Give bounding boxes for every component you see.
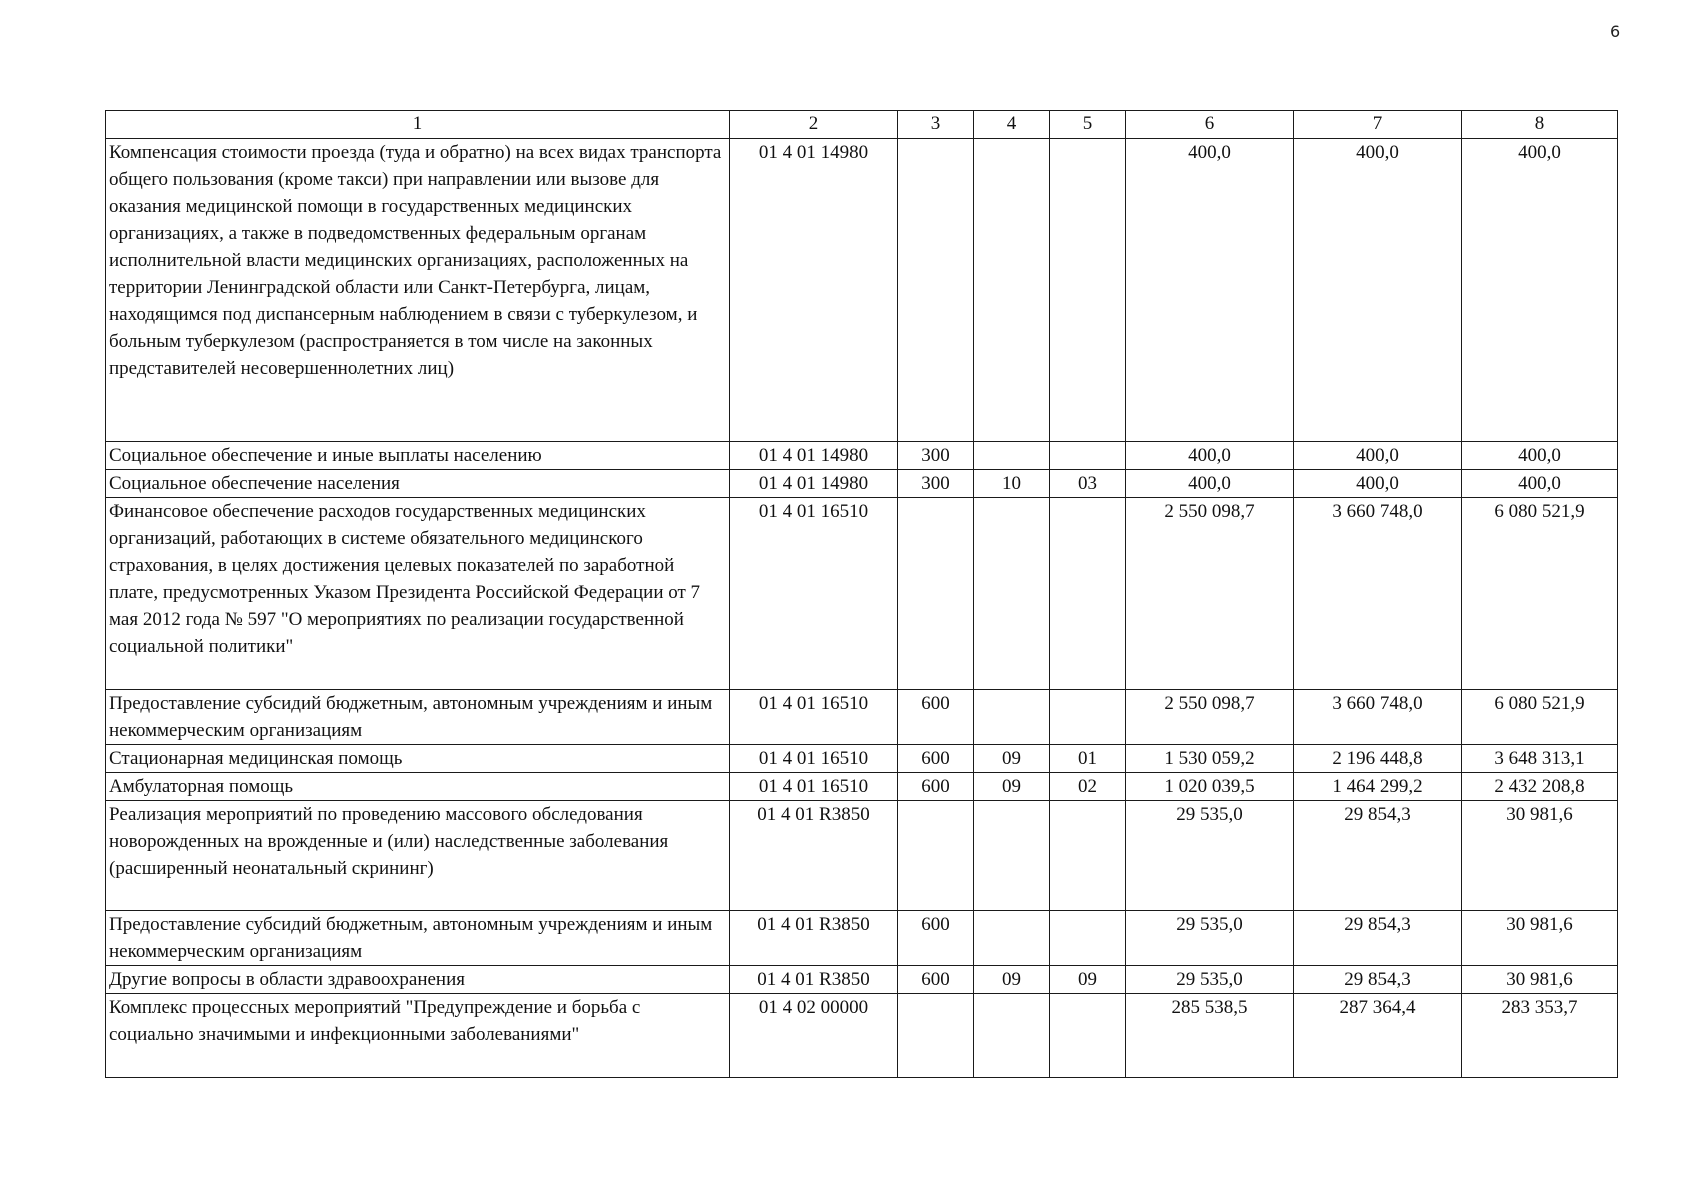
table-row bbox=[106, 139, 1618, 442]
row-name: Предоставление субсидий бюджетным, автономным учреждениям и иным некоммерческим организациям bbox=[106, 911, 730, 966]
row-col5: 09 bbox=[1050, 966, 1126, 994]
row-col5 bbox=[1050, 801, 1126, 911]
row-col4 bbox=[974, 994, 1050, 1078]
row-name: Амбулаторная помощь bbox=[106, 773, 730, 801]
row-value-7: 400,0 bbox=[1294, 139, 1462, 442]
row-value-8: 6 080 521,9 bbox=[1462, 498, 1618, 690]
row-col4: 10 bbox=[974, 470, 1050, 498]
row-name: Компенсация стоимости проезда (туда и обратно) на всех видах транспорта общего пользования (кроме такси) при направлении или вызове для оказания медицинской помощи в государственных медицинских организациях, а также в подведомственных федеральным органам исполнительной власти медицинских организациях, расположенных на территории Ленинградской области или Санкт-Петербурга, лицам, находящимся под диспансерным наблюдением в связи с туберкулезом, и больным туберкулезом (распространяется в том числе на законных представителей несовершеннолетних лиц) bbox=[106, 139, 730, 442]
row-col3: 600 bbox=[898, 773, 974, 801]
row-col4 bbox=[974, 801, 1050, 911]
row-col4: 09 bbox=[974, 966, 1050, 994]
row-value-6: 400,0 bbox=[1126, 442, 1294, 470]
header-cell: 2 bbox=[730, 111, 898, 139]
row-value-6: 2 550 098,7 bbox=[1126, 498, 1294, 690]
budget-table bbox=[105, 110, 1618, 1078]
table-row bbox=[106, 801, 1618, 911]
row-value-6: 1 020 039,5 bbox=[1126, 773, 1294, 801]
row-col4 bbox=[974, 139, 1050, 442]
row-value-8: 400,0 bbox=[1462, 442, 1618, 470]
row-value-8: 30 981,6 bbox=[1462, 911, 1618, 966]
row-value-8: 400,0 bbox=[1462, 139, 1618, 442]
row-value-7: 3 660 748,0 bbox=[1294, 690, 1462, 745]
row-col3: 600 bbox=[898, 911, 974, 966]
row-col5 bbox=[1050, 498, 1126, 690]
row-col5 bbox=[1050, 690, 1126, 745]
row-name: Социальное обеспечение и иные выплаты населению bbox=[106, 442, 730, 470]
row-col5 bbox=[1050, 911, 1126, 966]
row-value-6: 1 530 059,2 bbox=[1126, 745, 1294, 773]
table-row bbox=[106, 470, 1618, 498]
row-name: Стационарная медицинская помощь bbox=[106, 745, 730, 773]
row-name: Предоставление субсидий бюджетным, автономным учреждениям и иным некоммерческим организациям bbox=[106, 690, 730, 745]
row-value-6: 29 535,0 bbox=[1126, 911, 1294, 966]
table-row bbox=[106, 745, 1618, 773]
header-cell: 3 bbox=[898, 111, 974, 139]
row-col3 bbox=[898, 994, 974, 1078]
row-col3: 600 bbox=[898, 690, 974, 745]
page-number: 6 bbox=[1610, 22, 1621, 41]
row-value-7: 287 364,4 bbox=[1294, 994, 1462, 1078]
table-row bbox=[106, 911, 1618, 966]
row-value-7: 400,0 bbox=[1294, 470, 1462, 498]
row-col4 bbox=[974, 690, 1050, 745]
row-col3: 600 bbox=[898, 966, 974, 994]
row-col3: 300 bbox=[898, 442, 974, 470]
table-row bbox=[106, 498, 1618, 690]
row-value-8: 30 981,6 bbox=[1462, 801, 1618, 911]
header-cell: 4 bbox=[974, 111, 1050, 139]
row-col4 bbox=[974, 911, 1050, 966]
row-col3 bbox=[898, 139, 974, 442]
row-value-7: 2 196 448,8 bbox=[1294, 745, 1462, 773]
row-value-8: 3 648 313,1 bbox=[1462, 745, 1618, 773]
row-value-8: 400,0 bbox=[1462, 470, 1618, 498]
row-code: 01 4 01 16510 bbox=[730, 498, 898, 690]
row-value-6: 2 550 098,7 bbox=[1126, 690, 1294, 745]
row-name: Другие вопросы в области здравоохранения bbox=[106, 966, 730, 994]
row-col4 bbox=[974, 498, 1050, 690]
row-code: 01 4 01 14980 bbox=[730, 139, 898, 442]
table-row bbox=[106, 994, 1618, 1078]
row-col3: 600 bbox=[898, 745, 974, 773]
row-col5: 02 bbox=[1050, 773, 1126, 801]
row-value-8: 6 080 521,9 bbox=[1462, 690, 1618, 745]
row-value-6: 29 535,0 bbox=[1126, 801, 1294, 911]
row-col4: 09 bbox=[974, 745, 1050, 773]
row-name: Финансовое обеспечение расходов государственных медицинских организаций, работающих в системе обязательного медицинского страхования, в целях достижения целевых показателей по заработной плате, предусмотренных Указом Президента Российской Федерации от 7 мая 2012 года № 597 "О мероприятиях по реализации государственной социальной политики" bbox=[106, 498, 730, 690]
row-col5 bbox=[1050, 442, 1126, 470]
row-value-6: 400,0 bbox=[1126, 139, 1294, 442]
row-code: 01 4 01 16510 bbox=[730, 773, 898, 801]
row-value-6: 29 535,0 bbox=[1126, 966, 1294, 994]
row-code: 01 4 01 14980 bbox=[730, 442, 898, 470]
table-header-row bbox=[106, 111, 1618, 139]
row-value-8: 2 432 208,8 bbox=[1462, 773, 1618, 801]
row-name: Реализация мероприятий по проведению массового обследования новорожденных на врожденные и (или) наследственные заболевания (расширенный неонатальный скрининг) bbox=[106, 801, 730, 911]
row-value-7: 3 660 748,0 bbox=[1294, 498, 1462, 690]
header-cell: 7 bbox=[1294, 111, 1462, 139]
row-name: Комплекс процессных мероприятий "Предупреждение и борьба с социально значимыми и инфекционными заболеваниями" bbox=[106, 994, 730, 1078]
table-row bbox=[106, 690, 1618, 745]
table-row bbox=[106, 966, 1618, 994]
row-name: Социальное обеспечение населения bbox=[106, 470, 730, 498]
row-value-7: 29 854,3 bbox=[1294, 966, 1462, 994]
row-value-7: 29 854,3 bbox=[1294, 801, 1462, 911]
row-value-7: 29 854,3 bbox=[1294, 911, 1462, 966]
row-code: 01 4 01 16510 bbox=[730, 690, 898, 745]
header-cell: 1 bbox=[106, 111, 730, 139]
table-row bbox=[106, 773, 1618, 801]
row-code: 01 4 01 16510 bbox=[730, 745, 898, 773]
row-col5 bbox=[1050, 139, 1126, 442]
row-code: 01 4 02 00000 bbox=[730, 994, 898, 1078]
row-code: 01 4 01 R3850 bbox=[730, 911, 898, 966]
row-code: 01 4 01 14980 bbox=[730, 470, 898, 498]
row-value-6: 400,0 bbox=[1126, 470, 1294, 498]
row-col5: 03 bbox=[1050, 470, 1126, 498]
row-col4: 09 bbox=[974, 773, 1050, 801]
row-value-6: 285 538,5 bbox=[1126, 994, 1294, 1078]
header-cell: 6 bbox=[1126, 111, 1294, 139]
row-col3 bbox=[898, 498, 974, 690]
row-col5: 01 bbox=[1050, 745, 1126, 773]
row-value-7: 1 464 299,2 bbox=[1294, 773, 1462, 801]
row-col3 bbox=[898, 801, 974, 911]
row-col4 bbox=[974, 442, 1050, 470]
table-row bbox=[106, 442, 1618, 470]
row-col5 bbox=[1050, 994, 1126, 1078]
row-value-7: 400,0 bbox=[1294, 442, 1462, 470]
row-value-8: 30 981,6 bbox=[1462, 966, 1618, 994]
row-value-8: 283 353,7 bbox=[1462, 994, 1618, 1078]
header-cell: 8 bbox=[1462, 111, 1618, 139]
row-col3: 300 bbox=[898, 470, 974, 498]
header-cell: 5 bbox=[1050, 111, 1126, 139]
row-code: 01 4 01 R3850 bbox=[730, 801, 898, 911]
row-code: 01 4 01 R3850 bbox=[730, 966, 898, 994]
